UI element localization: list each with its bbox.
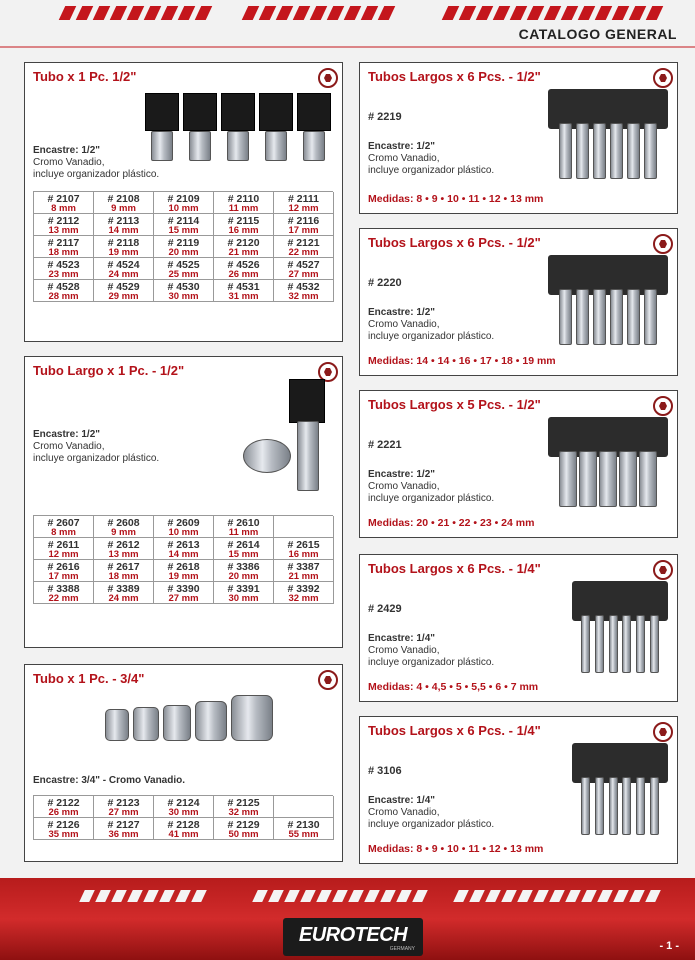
footer-stripes-left <box>82 890 204 902</box>
card-description <box>368 795 494 831</box>
product-code: # 3390 <box>167 583 200 595</box>
size-mm: 15 mm <box>168 225 199 236</box>
table-cell <box>154 560 214 582</box>
size-mm: 12 mm <box>48 549 79 560</box>
product-code: # 4532 <box>287 281 320 293</box>
desc-extra: incluye organizador plástico. <box>368 819 495 830</box>
card-description <box>368 633 494 669</box>
size-mm: 10 mm <box>168 527 199 538</box>
product-code: # 2120 <box>227 237 260 249</box>
desc-encastre: Encastre: 1/2" <box>33 429 100 440</box>
table-cell <box>154 516 214 538</box>
table-cell <box>94 560 154 582</box>
product-code: # 2610 <box>227 517 260 529</box>
hex-nut-icon <box>318 670 338 690</box>
size-mm: 17 mm <box>48 571 79 582</box>
product-code: # 3391 <box>227 583 260 595</box>
size-mm: 9 mm <box>111 203 136 214</box>
product-code: # 2124 <box>167 797 200 809</box>
size-mm: 8 mm <box>51 203 76 214</box>
size-mm: 10 mm <box>168 203 199 214</box>
size-mm: 32 mm <box>288 291 319 302</box>
desc-extra: incluye organizador plástico. <box>33 169 160 180</box>
size-mm: 24 mm <box>108 269 139 280</box>
product-sku: # 2220 <box>368 277 402 289</box>
table-cell <box>274 236 334 258</box>
desc-material: Cromo Vanadio, <box>368 153 440 164</box>
product-code: # 2614 <box>227 539 260 551</box>
table-cell <box>274 280 334 302</box>
product-sku: # 2219 <box>368 111 402 123</box>
size-mm: 18 mm <box>48 247 79 258</box>
product-code: # 2127 <box>107 819 140 831</box>
desc-material: Cromo Vanadio, <box>368 645 440 656</box>
size-mm: 20 mm <box>228 571 259 582</box>
product-code: # 2117 <box>47 237 80 249</box>
desc-material: Cromo Vanadio, <box>368 481 440 492</box>
table-cell <box>34 582 94 604</box>
product-card-set-0 <box>359 62 678 214</box>
socket-set-image <box>572 581 668 695</box>
size-mm: 36 mm <box>108 829 139 840</box>
size-mm: 27 mm <box>288 269 319 280</box>
table-cell <box>94 538 154 560</box>
size-list: Medidas: 8 • 9 • 10 • 11 • 12 • 13 mm <box>368 843 544 855</box>
header-stripes-mid <box>245 6 392 20</box>
size-mm: 16 mm <box>228 225 259 236</box>
size-mm: 32 mm <box>228 807 259 818</box>
card-description <box>368 141 494 177</box>
table-cell <box>94 192 154 214</box>
card-title: Tubos Largos x 6 Pcs. - 1/4" <box>368 561 541 576</box>
size-mm: 13 mm <box>48 225 79 236</box>
size-mm: 19 mm <box>108 247 139 258</box>
table-cell <box>34 214 94 236</box>
product-code: # 3392 <box>287 583 320 595</box>
product-card-set-1 <box>359 228 678 376</box>
size-mm: 25 mm <box>168 269 199 280</box>
socket-set-image <box>548 89 668 207</box>
desc-material: Cromo Vanadio, <box>33 441 105 452</box>
footer-stripes-right <box>456 890 658 902</box>
table-cell <box>214 192 274 214</box>
table-cell <box>34 796 94 818</box>
desc-encastre: Encastre: 1/2" <box>33 145 100 156</box>
product-code: # 2113 <box>107 215 140 227</box>
desc-encastre: Encastre: 1/2" <box>368 307 435 318</box>
product-code: # 2107 <box>47 193 80 205</box>
size-mm: 22 mm <box>48 593 79 604</box>
footer-stripes-mid <box>255 890 425 902</box>
table-cell <box>34 560 94 582</box>
size-mm: 27 mm <box>168 593 199 604</box>
logo-text: EUROTECH <box>298 924 408 946</box>
desc-encastre: Encastre: 1/2" <box>368 141 435 152</box>
product-code: # 2611 <box>47 539 80 551</box>
table-cell <box>34 280 94 302</box>
deep-socket-image <box>237 377 337 497</box>
product-code: # 2121 <box>287 237 320 249</box>
table-cell <box>274 214 334 236</box>
product-code: # 2608 <box>107 517 140 529</box>
table-cell <box>154 582 214 604</box>
size-mm: 30 mm <box>168 807 199 818</box>
table-cell <box>154 214 214 236</box>
table-cell <box>94 818 154 840</box>
product-code: # 2616 <box>47 561 80 573</box>
size-list: Medidas: 8 • 9 • 10 • 11 • 12 • 13 mm <box>368 193 544 205</box>
product-code: # 2122 <box>47 797 80 809</box>
product-code: # 4528 <box>47 281 80 293</box>
product-code: # 4530 <box>167 281 200 293</box>
product-code: # 4526 <box>227 259 260 271</box>
desc-material: Cromo Vanadio, <box>368 807 440 818</box>
product-code: # 2115 <box>227 215 260 227</box>
product-code: # 4524 <box>107 259 140 271</box>
socket-set-image <box>548 417 668 531</box>
product-code: # 2609 <box>167 517 200 529</box>
card-description <box>368 469 494 505</box>
hex-nut-icon <box>653 68 673 88</box>
size-table <box>33 795 333 840</box>
desc-extra: incluye organizador plástico. <box>368 165 495 176</box>
product-code: # 3386 <box>227 561 260 573</box>
size-mm: 26 mm <box>48 807 79 818</box>
product-code: # 4527 <box>287 259 320 271</box>
product-card-set-4 <box>359 716 678 864</box>
product-code: # 4531 <box>227 281 260 293</box>
size-mm: 21 mm <box>228 247 259 258</box>
product-code: # 2612 <box>107 539 140 551</box>
size-list: Medidas: 4 • 4,5 • 5 • 5,5 • 6 • 7 mm <box>368 681 539 693</box>
product-card-set-2 <box>359 390 678 538</box>
card-description <box>33 145 159 181</box>
size-mm: 11 mm <box>228 527 259 538</box>
page-number: - 1 - <box>659 940 679 952</box>
size-mm: 16 mm <box>288 549 319 560</box>
hex-nut-icon <box>653 560 673 580</box>
product-code: # 4529 <box>107 281 140 293</box>
socket-set-image <box>548 255 668 369</box>
product-code: # 2615 <box>287 539 320 551</box>
product-code: # 2126 <box>47 819 80 831</box>
table-cell <box>214 796 274 818</box>
desc-extra: incluye organizador plástico. <box>368 657 495 668</box>
table-cell <box>154 236 214 258</box>
size-list: Medidas: 20 • 21 • 22 • 23 • 24 mm <box>368 517 535 529</box>
desc-extra: incluye organizador plástico. <box>33 453 160 464</box>
product-card-tubo-largo-1-2 <box>24 356 343 648</box>
card-title: Tubos Largos x 5 Pcs. - 1/2" <box>368 397 541 412</box>
desc-encastre: Encastre: 3/4" - Cromo Vanadio. <box>33 775 186 786</box>
desc-material: Cromo Vanadio, <box>33 157 105 168</box>
product-code: # 2125 <box>227 797 260 809</box>
table-cell <box>94 236 154 258</box>
table-cell <box>94 582 154 604</box>
hex-nut-icon <box>318 68 338 88</box>
table-cell <box>34 236 94 258</box>
desc-extra: incluye organizador plástico. <box>368 493 495 504</box>
size-table <box>33 191 333 302</box>
product-code: # 2607 <box>47 517 80 529</box>
card-title: Tubos Largos x 6 Pcs. - 1/2" <box>368 235 541 250</box>
table-cell <box>214 582 274 604</box>
table-cell <box>214 258 274 280</box>
size-mm: 21 mm <box>288 571 319 582</box>
catalog-title: CATALOGO GENERAL <box>518 26 677 42</box>
table-cell <box>274 796 334 818</box>
table-cell <box>214 236 274 258</box>
size-mm: 29 mm <box>108 291 139 302</box>
table-cell <box>274 818 334 840</box>
socket-set-image <box>143 91 331 193</box>
size-mm: 28 mm <box>48 291 79 302</box>
table-cell <box>154 192 214 214</box>
table-cell <box>214 818 274 840</box>
size-mm: 19 mm <box>168 571 199 582</box>
size-mm: 26 mm <box>228 269 259 280</box>
logo-subtext: GERMANY <box>389 946 415 952</box>
size-mm: 14 mm <box>108 225 139 236</box>
card-description <box>33 429 159 465</box>
hex-nut-icon <box>653 234 673 254</box>
table-cell <box>274 538 334 560</box>
table-cell <box>274 192 334 214</box>
product-code: # 2116 <box>287 215 320 227</box>
size-mm: 14 mm <box>168 549 199 560</box>
size-mm: 9 mm <box>111 527 136 538</box>
product-sku: # 2221 <box>368 439 402 451</box>
card-title: Tubo x 1 Pc. 1/2" <box>33 69 137 84</box>
product-code: # 2114 <box>167 215 200 227</box>
desc-encastre: Encastre: 1/4" <box>368 795 435 806</box>
eurotech-logo <box>283 918 423 956</box>
table-cell <box>274 560 334 582</box>
size-mm: 17 mm <box>288 225 319 236</box>
size-mm: 22 mm <box>288 247 319 258</box>
product-code: # 3388 <box>47 583 80 595</box>
size-mm: 23 mm <box>48 269 79 280</box>
table-cell <box>214 516 274 538</box>
card-title: Tubo x 1 Pc. - 3/4" <box>33 671 145 686</box>
product-code: # 2112 <box>47 215 80 227</box>
size-table <box>33 515 333 604</box>
product-code: # 2617 <box>107 561 140 573</box>
size-mm: 30 mm <box>228 593 259 604</box>
product-code: # 2618 <box>167 561 200 573</box>
hex-nut-icon <box>653 722 673 742</box>
size-mm: 27 mm <box>108 807 139 818</box>
card-description <box>33 775 185 787</box>
socket-set-image <box>572 743 668 857</box>
card-title: Tubo Largo x 1 Pc. - 1/2" <box>33 363 185 378</box>
table-cell <box>154 538 214 560</box>
table-cell <box>214 214 274 236</box>
header-stripes-left <box>62 6 209 20</box>
product-sku: # 2429 <box>368 603 402 615</box>
product-code: # 3387 <box>287 561 320 573</box>
product-code: # 2108 <box>107 193 140 205</box>
size-list: Medidas: 14 • 14 • 16 • 17 • 18 • 19 mm <box>368 355 556 367</box>
header-stripes-right <box>445 6 660 20</box>
table-cell <box>274 258 334 280</box>
table-cell <box>94 516 154 538</box>
table-cell <box>214 280 274 302</box>
desc-encastre: Encastre: 1/4" <box>368 633 435 644</box>
header-divider <box>0 46 695 48</box>
table-cell <box>34 516 94 538</box>
product-card-tubo-3-4 <box>24 664 343 862</box>
table-cell <box>214 538 274 560</box>
size-mm: 13 mm <box>108 549 139 560</box>
table-cell <box>154 818 214 840</box>
product-code: # 2119 <box>167 237 200 249</box>
table-cell <box>274 516 334 538</box>
socket-row-image <box>103 689 283 749</box>
size-mm: 12 mm <box>288 203 319 214</box>
table-cell <box>34 192 94 214</box>
size-mm: 31 mm <box>228 291 259 302</box>
card-description <box>368 307 494 343</box>
product-card-set-3 <box>359 554 678 702</box>
size-mm: 24 mm <box>108 593 139 604</box>
size-mm: 18 mm <box>108 571 139 582</box>
desc-encastre: Encastre: 1/2" <box>368 469 435 480</box>
product-code: # 2613 <box>167 539 200 551</box>
table-cell <box>34 818 94 840</box>
desc-extra: incluye organizador plástico. <box>368 331 495 342</box>
product-code: # 3389 <box>107 583 140 595</box>
size-mm: 41 mm <box>168 829 199 840</box>
size-mm: 20 mm <box>168 247 199 258</box>
table-cell <box>214 560 274 582</box>
size-mm: 8 mm <box>51 527 76 538</box>
desc-material: Cromo Vanadio, <box>368 319 440 330</box>
product-code: # 2109 <box>167 193 200 205</box>
table-cell <box>94 214 154 236</box>
size-mm: 30 mm <box>168 291 199 302</box>
size-mm: 35 mm <box>48 829 79 840</box>
hex-nut-icon <box>653 396 673 416</box>
size-mm: 11 mm <box>228 203 259 214</box>
product-code: # 2130 <box>287 819 320 831</box>
table-cell <box>94 796 154 818</box>
size-mm: 15 mm <box>228 549 259 560</box>
table-cell <box>94 280 154 302</box>
table-cell <box>154 258 214 280</box>
product-code: # 2123 <box>107 797 140 809</box>
product-code: # 4525 <box>167 259 200 271</box>
size-mm: 32 mm <box>288 593 319 604</box>
product-code: # 4523 <box>47 259 80 271</box>
product-card-tubo-1-2 <box>24 62 343 342</box>
table-cell <box>274 582 334 604</box>
product-code: # 2118 <box>107 237 140 249</box>
table-cell <box>154 796 214 818</box>
product-code: # 2129 <box>227 819 260 831</box>
table-cell <box>154 280 214 302</box>
table-cell <box>94 258 154 280</box>
size-mm: 55 mm <box>288 829 319 840</box>
card-title: Tubos Largos x 6 Pcs. - 1/2" <box>368 69 541 84</box>
product-code: # 2128 <box>167 819 200 831</box>
card-title: Tubos Largos x 6 Pcs. - 1/4" <box>368 723 541 738</box>
table-cell <box>34 258 94 280</box>
size-mm: 50 mm <box>228 829 259 840</box>
product-sku: # 3106 <box>368 765 402 777</box>
product-code: # 2111 <box>288 193 319 205</box>
product-code: # 2110 <box>227 193 260 205</box>
table-cell <box>34 538 94 560</box>
